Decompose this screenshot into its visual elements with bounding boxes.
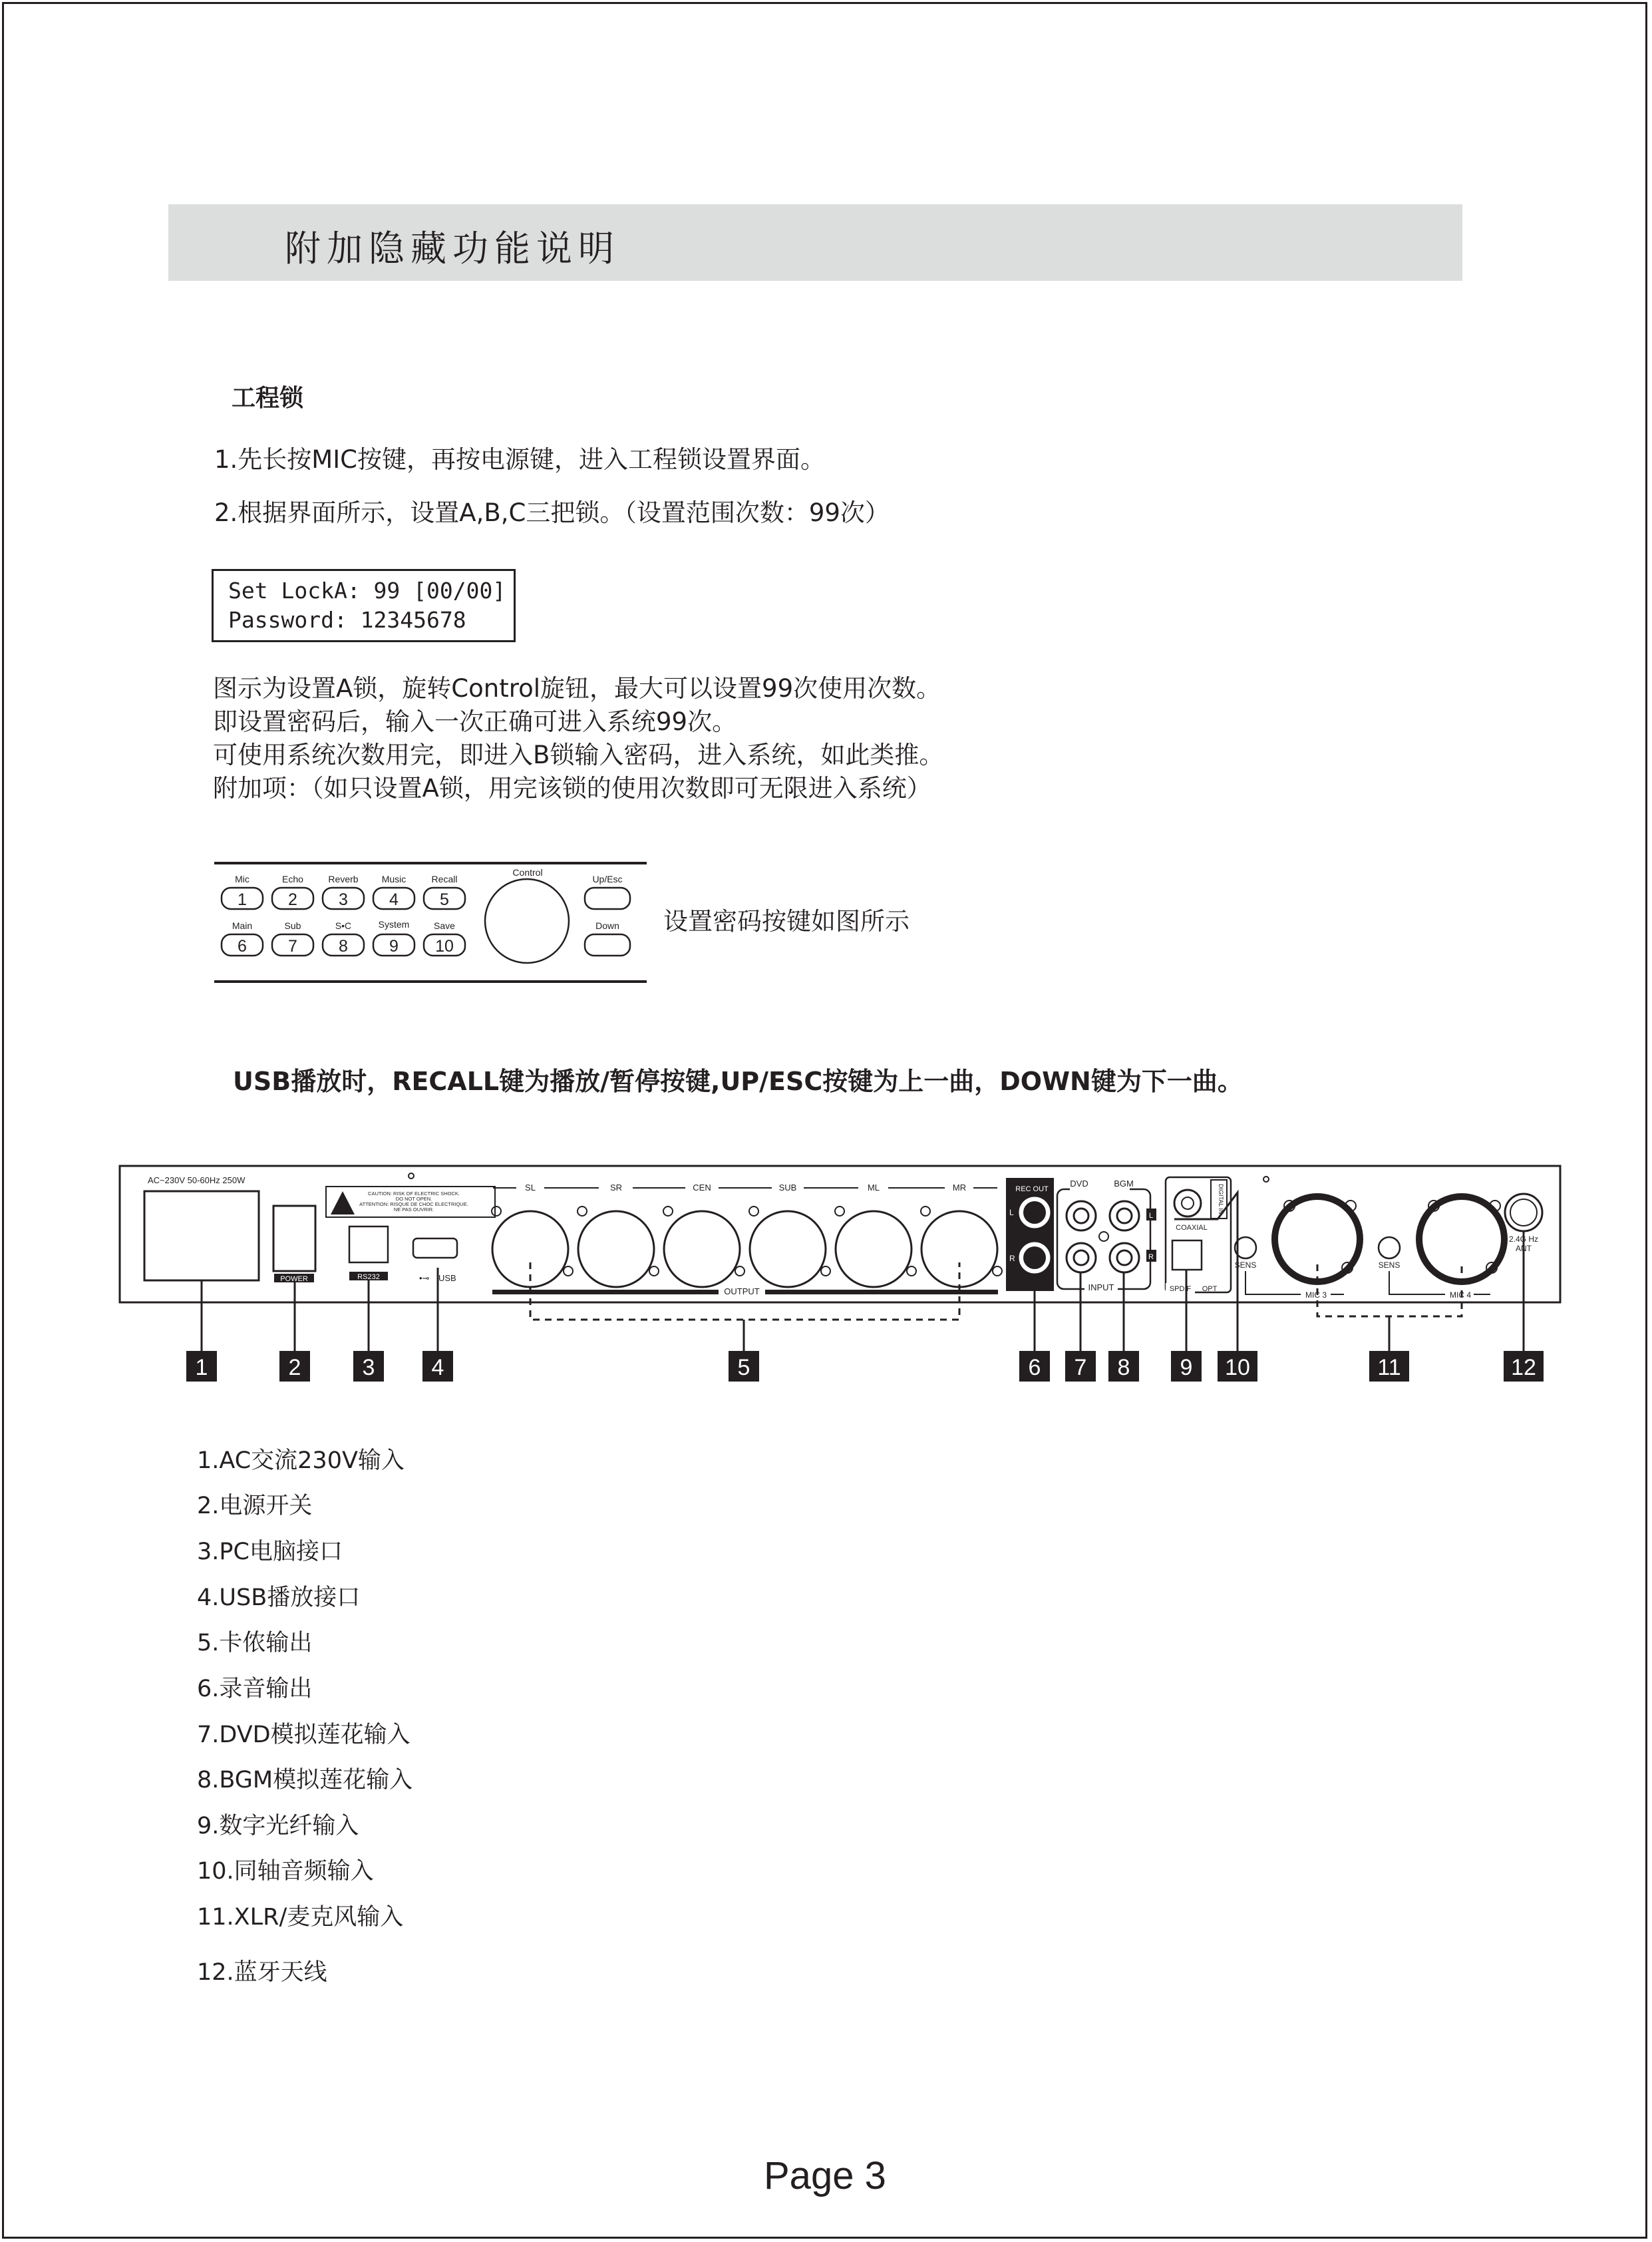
bgm-label: BGM [1114, 1179, 1134, 1189]
power-label: POWER [280, 1275, 308, 1283]
list-item: 1.AC交流230V输入 [197, 1447, 405, 1474]
caution-line: CAUTION: RISK OF ELECTRIC SHOCK. [368, 1191, 460, 1197]
key-num: 8 [339, 937, 348, 956]
spdif-label: SPDIF [1169, 1285, 1192, 1293]
rear-panel-diagram [0, 1158, 1652, 1398]
list-item: 2.电源开关 [197, 1493, 313, 1519]
ac-label: AC~230V 50-60Hz 250W [148, 1175, 246, 1185]
key-label-system: System [378, 919, 410, 930]
callout-8: 8 [1117, 1355, 1130, 1380]
rca-bgm-r[interactable] [1110, 1243, 1139, 1272]
callout-6: 6 [1028, 1355, 1041, 1380]
xlr-output-sub[interactable] [750, 1211, 826, 1287]
key-label-save: Save [434, 920, 455, 931]
callout-5: 5 [737, 1355, 750, 1380]
key-num: 1 [238, 890, 247, 909]
step-1: 1.先长按MIC按键，再按电源键，进入工程锁设置界面。 [214, 445, 825, 474]
sens-label: SENS [1234, 1260, 1257, 1270]
key-down[interactable] [585, 934, 630, 956]
jack-center [1023, 1201, 1046, 1224]
output-label-sr: SR [609, 1183, 623, 1193]
jack-center [1182, 1197, 1194, 1209]
lcd-display [212, 569, 516, 642]
sens-label: SENS [1378, 1260, 1401, 1270]
list-item: 6.录音输出 [197, 1676, 313, 1702]
note-line: 图示为设置A锁，旋转Control旋钮，最大可以设置99次使用次数。 [213, 674, 941, 703]
control-label: Control [512, 867, 543, 878]
xlr-output-sr[interactable] [578, 1211, 654, 1287]
mic4-label: MIC 4 [1449, 1290, 1472, 1300]
key-label-sub: Sub [284, 920, 301, 931]
callout-12: 12 [1511, 1355, 1536, 1380]
callout-10: 10 [1225, 1355, 1250, 1380]
ant-freq-label: 2.4G Hz [1508, 1234, 1539, 1244]
screw-icon [1263, 1177, 1269, 1182]
warning-icon [331, 1191, 355, 1214]
rec-r-label: R [1009, 1254, 1015, 1263]
output-label-cen: CEN [693, 1183, 711, 1193]
keypad-diagram [206, 858, 652, 992]
title-bar [168, 204, 1462, 281]
note-line: 附加项：（如只设置A锁，用完该锁的使用次数即可无限进入系统） [213, 774, 931, 803]
caution-line: DO NOT OPEN. [395, 1196, 432, 1202]
control-knob[interactable] [485, 879, 569, 963]
rca-bgm-l[interactable] [1110, 1201, 1139, 1230]
callout-3: 3 [362, 1355, 375, 1380]
key-label-down: Down [595, 920, 619, 931]
coaxial-jack[interactable] [1174, 1190, 1201, 1216]
l-marker-text: L [1148, 1212, 1154, 1220]
caution-line: ATTENTION: RISQUE DE CHOC ELECTRIQUE. [359, 1201, 468, 1207]
ac-inlet [144, 1191, 259, 1280]
usb-label: USB [438, 1273, 456, 1283]
callout-9: 9 [1180, 1355, 1193, 1380]
page-number: Page 3 [764, 2154, 886, 2197]
usb-port[interactable] [413, 1238, 457, 1258]
key-num: 10 [435, 937, 454, 956]
output-label-mr: MR [952, 1183, 967, 1193]
key-num: 6 [238, 937, 247, 956]
output-label-sl: SL [525, 1183, 536, 1193]
list-item: 11.XLR/麦克风输入 [197, 1904, 404, 1931]
jack-center [1023, 1246, 1046, 1269]
callout-1: 1 [195, 1355, 208, 1380]
key-label-main: Main [232, 920, 253, 931]
r-marker-text: R [1148, 1253, 1154, 1261]
mic4-sens-knob[interactable] [1379, 1237, 1400, 1258]
list-item: 4.USB播放接口 [197, 1585, 361, 1611]
ant-label: ANT [1516, 1244, 1532, 1253]
power-switch[interactable] [273, 1206, 315, 1271]
digital-in-label: DIGITAL IN [1218, 1184, 1224, 1214]
note-line: 可使用系统次数用完，即进入B锁输入密码，进入系统，如此类推。 [213, 741, 944, 769]
key-num: 9 [389, 937, 399, 956]
optical-port[interactable] [1172, 1240, 1202, 1270]
opt-label: OPT [1202, 1285, 1218, 1293]
lcd-line-1: Set LockA: 99 [00/00] [228, 578, 506, 604]
keypad-caption: 设置密码按键如图所示 [663, 907, 909, 936]
coaxial-label: COAXIAL [1176, 1224, 1208, 1232]
rs232-label: RS232 [357, 1273, 380, 1281]
key-label-mic: Mic [235, 874, 249, 884]
list-item: 7.DVD模拟莲花输入 [197, 1722, 411, 1748]
note-line: 即设置密码后，输入一次正确可进入系统99次。 [213, 707, 737, 736]
callout-4: 4 [431, 1355, 444, 1380]
key-num: 2 [288, 890, 297, 909]
key-num: 4 [389, 890, 399, 909]
screw-icon [409, 1173, 414, 1179]
rec-l-label: L [1009, 1208, 1014, 1217]
key-up-esc[interactable] [585, 888, 630, 909]
list-item: 3.PC电脑接口 [197, 1539, 343, 1565]
mic3-label: MIC 3 [1305, 1290, 1327, 1300]
dvd-label: DVD [1070, 1179, 1088, 1189]
output-label-sub: SUB [778, 1183, 797, 1193]
key-num: 3 [339, 890, 348, 909]
callout-7: 7 [1074, 1355, 1087, 1380]
key-label-music: Music [381, 874, 407, 884]
output-bar-left [492, 1290, 719, 1294]
key-num: 5 [440, 890, 449, 909]
rca-dvd-r[interactable] [1067, 1243, 1096, 1272]
rca-dvd-l[interactable] [1067, 1201, 1096, 1230]
key-label-reverb: Reverb [328, 874, 359, 884]
usb-note: USB播放时，RECALL键为播放/暂停按键,UP/ESC按键为上一曲，DOWN键为下一曲。 [233, 1067, 1243, 1096]
key-label-echo: Echo [282, 874, 303, 884]
list-item: 5.卡侬输出 [197, 1630, 313, 1656]
list-item: 12.蓝牙天线 [197, 1959, 327, 1986]
step-2: 2.根据界面所示，设置A,B,C三把锁。（设置范围次数：99次） [214, 498, 890, 527]
list-item: 9.数字光纤输入 [197, 1813, 359, 1839]
list-item: 8.BGM模拟莲花输入 [197, 1767, 413, 1793]
key-num: 7 [288, 937, 297, 956]
xlr-output-ml[interactable] [836, 1211, 911, 1287]
callout-11: 11 [1377, 1355, 1401, 1380]
output-label: OUTPUT [724, 1286, 760, 1296]
caution-line: NE PAS OUVRIR. [393, 1207, 434, 1213]
xlr-output-cen[interactable] [664, 1211, 740, 1287]
lcd-line-2: Password: 12345678 [228, 607, 466, 633]
rs232-port[interactable] [349, 1226, 388, 1262]
output-bar-right [765, 1290, 998, 1294]
key-label-sc: S•C [335, 920, 352, 931]
section-heading-engineering-lock: 工程锁 [232, 385, 304, 412]
callout-2: 2 [288, 1355, 301, 1380]
key-label-recall: Recall [431, 874, 458, 884]
usb-icon: •⊸ [419, 1273, 430, 1283]
output-label-ml: ML [867, 1183, 880, 1193]
input-label: INPUT [1088, 1282, 1114, 1292]
rec-out-label: REC OUT [1015, 1185, 1049, 1193]
page-title: 附加隐藏功能说明 [285, 228, 620, 270]
key-label-up-esc: Up/Esc [592, 874, 623, 884]
list-item: 10.同轴音频输入 [197, 1858, 374, 1885]
lock-notes [213, 672, 943, 805]
